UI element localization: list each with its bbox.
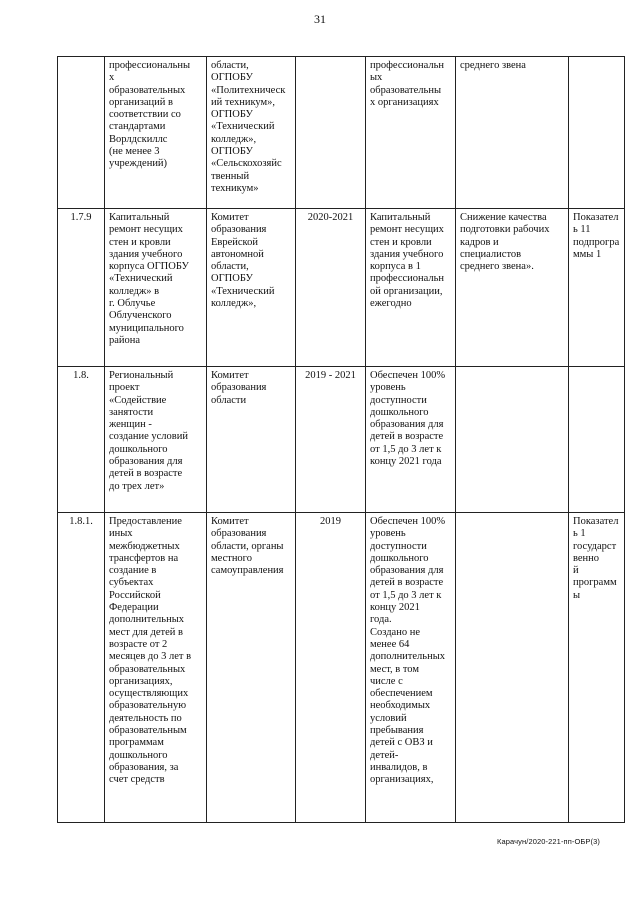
cell-result: Обеспечен 100% уровень доступности дошкольного образования для детей в возрасте от 1,5 до 3 лет к концу 2021 года bbox=[366, 367, 456, 513]
cell-result: Капитальный ремонт несущих стен и кровли здания учебного корпуса в 1 профессиональн ой организации, ежегодно bbox=[366, 209, 456, 367]
page-number: 31 bbox=[314, 12, 326, 26]
cell-consequence bbox=[456, 367, 569, 513]
cell-num: 1.8. bbox=[58, 367, 105, 513]
cell-period: 2019 - 2021 bbox=[296, 367, 366, 513]
document-code: Карачун/2020-221-пп-ОБР(3) bbox=[497, 837, 600, 846]
cell-period: 2020-2021 bbox=[296, 209, 366, 367]
cell-link: Показатель 11 подпрограммы 1 bbox=[569, 209, 625, 367]
cell-num: 1.7.9 bbox=[58, 209, 105, 367]
cell-link: Показатель 1 государственно й программы bbox=[569, 513, 625, 823]
cell-consequence: Снижение качества подготовки рабочих кадров и специалистов среднего звена». bbox=[456, 209, 569, 367]
table-row bbox=[58, 57, 625, 209]
table-row bbox=[58, 367, 625, 513]
table-row bbox=[58, 513, 625, 823]
cell-name: Капитальный ремонт несущих стен и кровли здания учебного корпуса ОГПОБУ «Технический колледж» в г. Облучье Облученского муниципального района bbox=[105, 209, 207, 367]
cell-executor: области, ОГПОБУ «Политехническ ий техникум», ОГПОБУ «Технический колледж», ОГПОБУ «Сельскохозяйс твенный техникум» bbox=[207, 57, 296, 209]
cell-consequence: среднего звена bbox=[456, 57, 569, 209]
cell-executor: Комитет образования области bbox=[207, 367, 296, 513]
cell-executor: Комитет образования области, органы местного самоуправления bbox=[207, 513, 296, 823]
cell-result: Обеспечен 100% уровень доступности дошкольного образования для детей в возрасте от 1,5 до 3 лет к концу 2021 года. Создано не менее 64 дополнительных мест, в том числе с обеспечением необходимых условий пребывания детей с ОВЗ и детей- инвалидов, в организациях, bbox=[366, 513, 456, 823]
cell-period bbox=[296, 57, 366, 209]
cell-link bbox=[569, 367, 625, 513]
cell-name: Предоставление иных межбюджетных трансфертов на создание в субъектах Российской Федерации дополнительных мест для детей в возрасте от 2 месяцев до 3 лет в образовательных организациях, осуществляющих образовательную деятельность по образовательным программам дошкольного образования, за счет средств bbox=[105, 513, 207, 823]
cell-consequence bbox=[456, 513, 569, 823]
cell-num bbox=[58, 57, 105, 209]
cell-num: 1.8.1. bbox=[58, 513, 105, 823]
program-table bbox=[57, 56, 625, 823]
cell-name: профессиональны х образовательных организаций в соответствии со стандартами Ворлдскиллс (не менее 3 учреждений) bbox=[105, 57, 207, 209]
table-row bbox=[58, 209, 625, 367]
cell-result: профессиональн ых образовательны х организациях bbox=[366, 57, 456, 209]
cell-executor: Комитет образования Еврейской автономной области, ОГПОБУ «Технический колледж», bbox=[207, 209, 296, 367]
cell-period: 2019 bbox=[296, 513, 366, 823]
cell-name: Региональный проект «Содействие занятости женщин - создание условий дошкольного образования для детей в возрасте до трех лет» bbox=[105, 367, 207, 513]
cell-link bbox=[569, 57, 625, 209]
